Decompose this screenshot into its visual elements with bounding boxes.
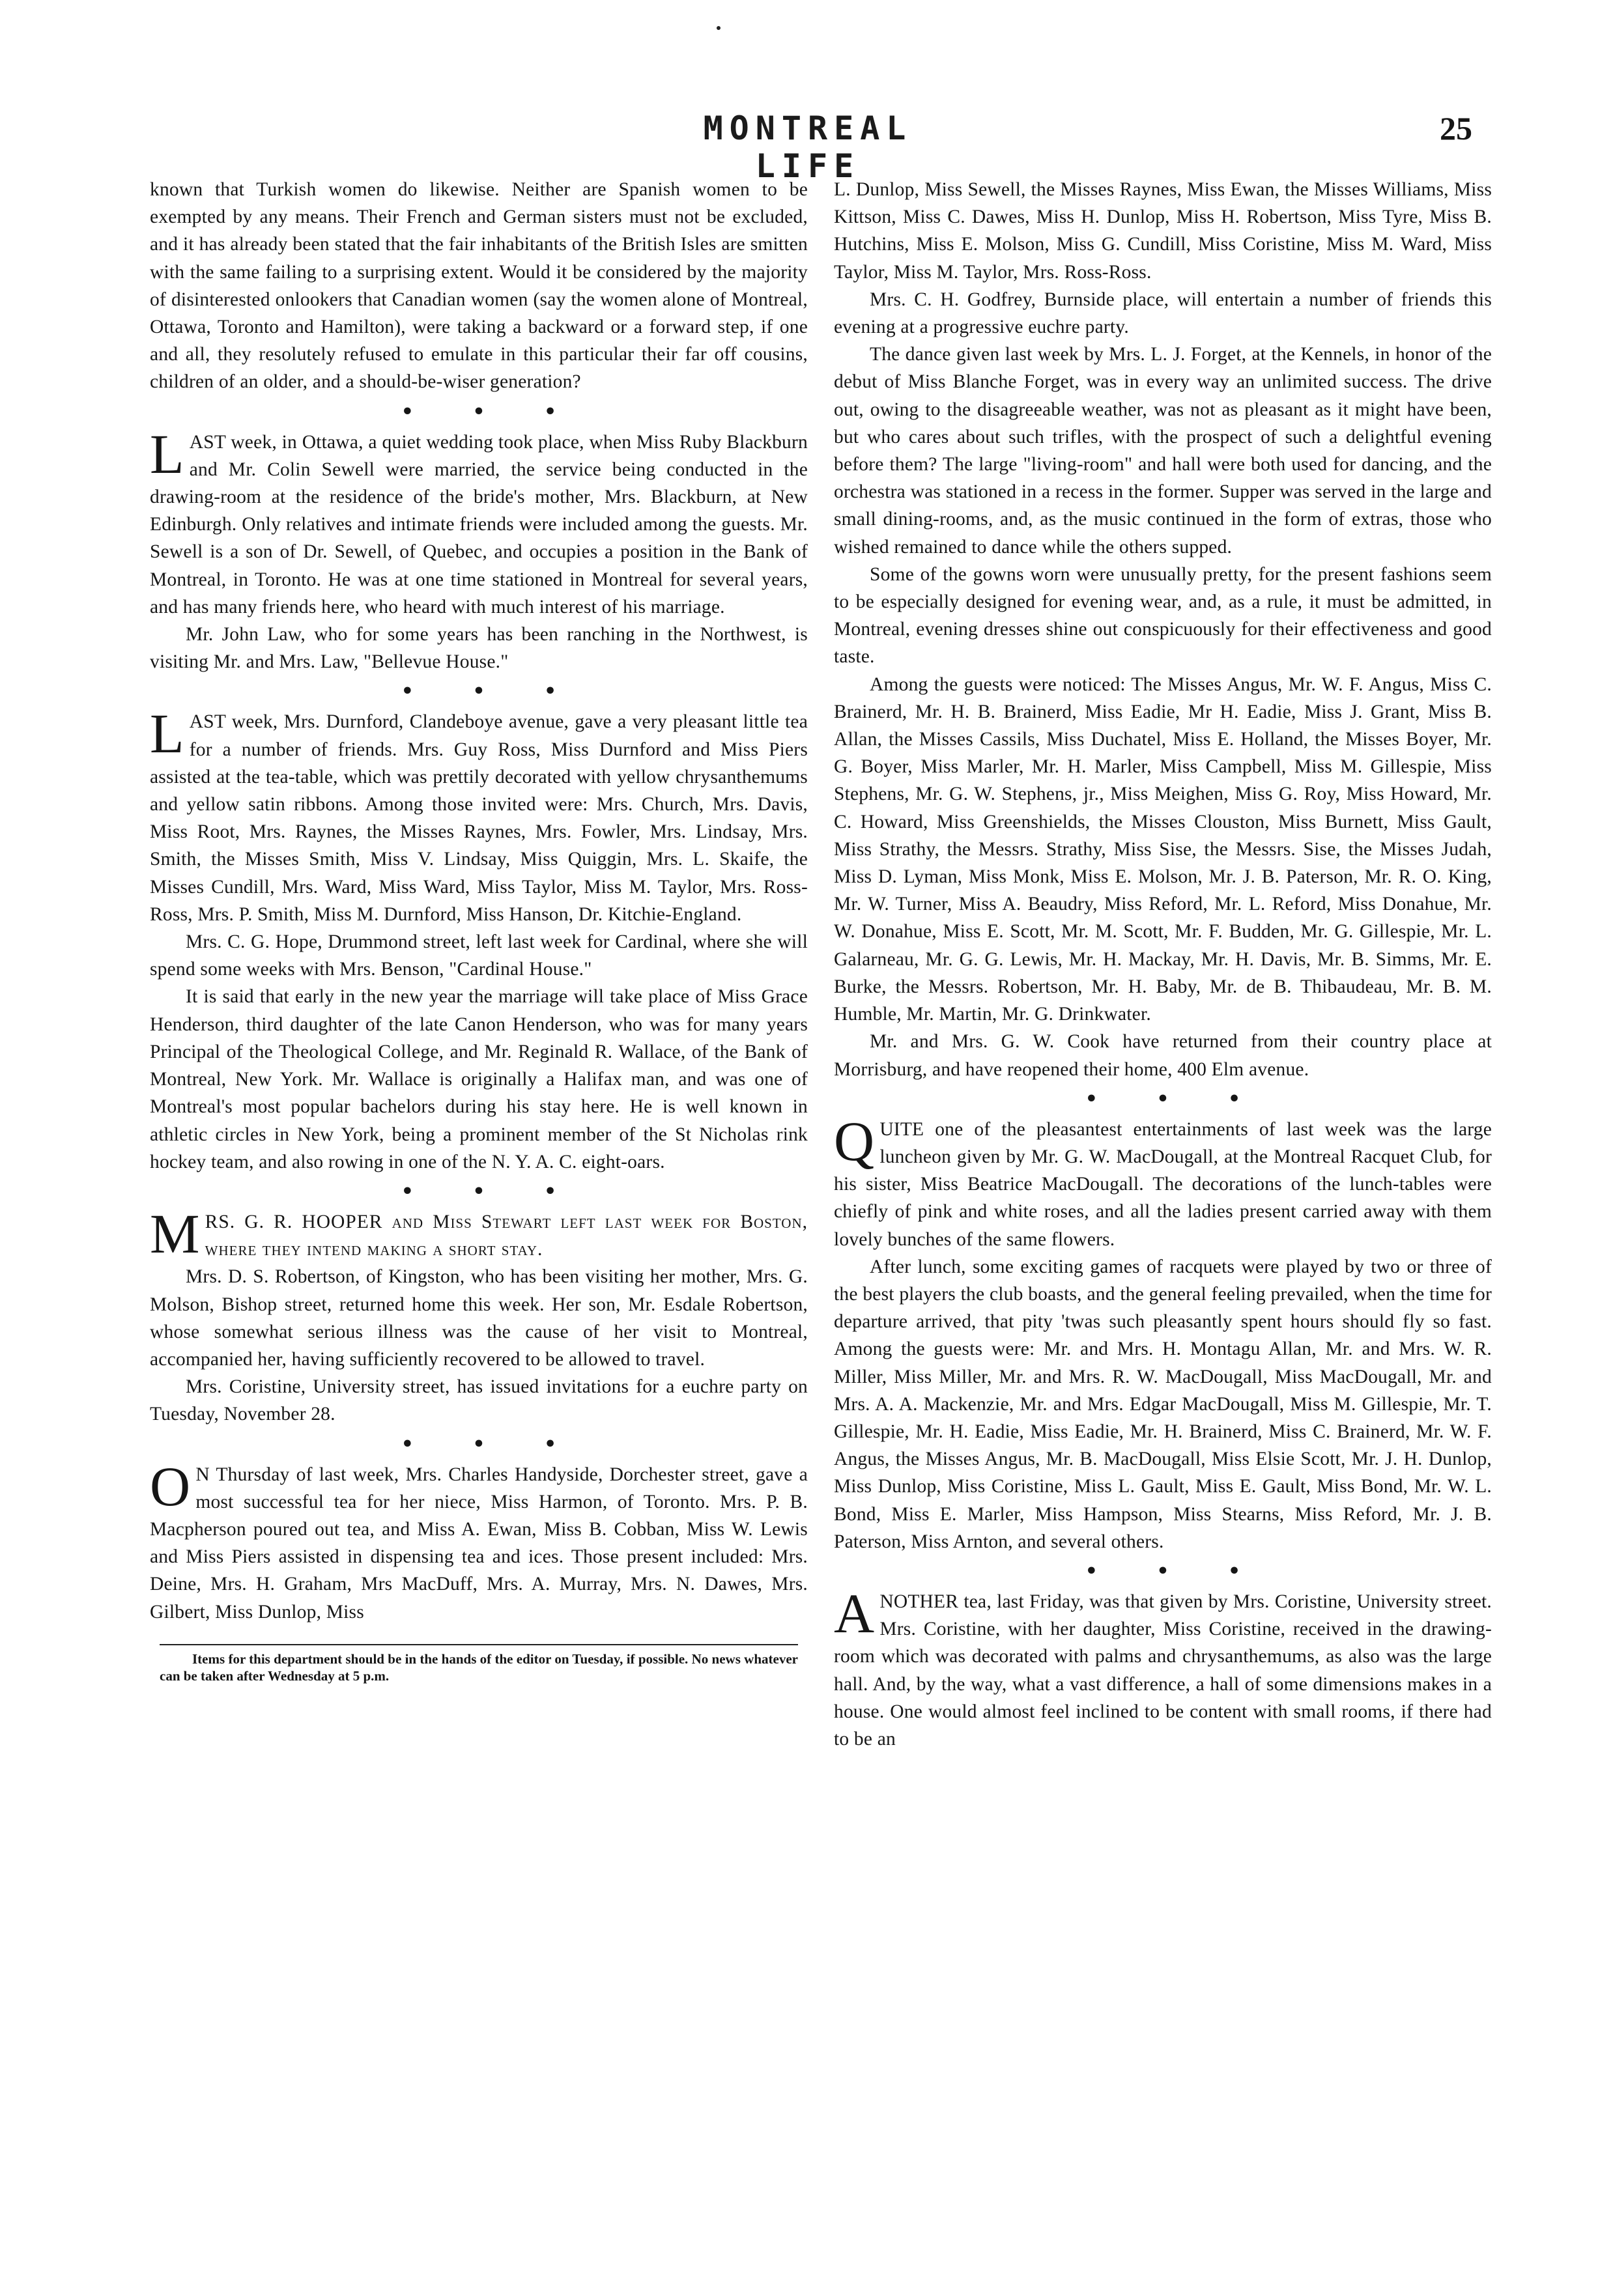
section-separator: • • • — [1085, 1559, 1267, 1583]
section-durnford-tea — [150, 702, 808, 1175]
paragraph-text: UITE one of the pleasantest entertainments of last week was the large luncheon given by Mr. G. W. MacDougall, at the Montreal Racquet Club, for his sister, Miss Beatrice MacDougall. The decorations of the lunch-tables were chiefly of pink and white roses, and all the ladies present carried away with them lovely bunches of the same flowers. — [834, 1118, 1492, 1250]
drop-cap: L — [150, 702, 184, 765]
paragraph — [150, 422, 808, 621]
right-column — [834, 176, 1492, 2143]
paragraph: Mrs. D. S. Robertson, of Kingston, who has been visiting her mother, Mrs. G. Molson, Bishop street, returned home this week. Her son, Mr. Esdale Robertson, whose somewhat serious illness was the cause of her visit to Montreal, accompanied her, having sufficiently recovered to be allowed to travel. — [150, 1266, 808, 1370]
paragraph-text: N Thursday of last week, Mrs. Charles Handyside, Dorchester street, gave a most successful tea for her niece, Miss Harmon, of Toronto. Mrs. P. B. Macpherson poured out tea, and Miss A. Ewan, Miss B. Cobban, Miss W. Lewis and Miss Piers assisted in dispensing tea and ices. Those present included: Mrs. Deine, Mrs. H. Graham, Mrs MacDuff, Mrs. A. Murray, Mrs. N. Dawes, Mrs. Gilbert, Miss Dunlop, Miss — [150, 1464, 808, 1623]
paragraph: Mr. and Mrs. G. W. Cook have returned from their country place at Morrisburg, and have reopened their home, 400 Elm avenue. — [834, 1031, 1492, 1080]
paragraph-text: RS. G. R. HOOPER and Miss Stewart left last week for Boston, where they intend making a short stay. — [205, 1211, 808, 1260]
drop-cap: M — [150, 1202, 200, 1265]
paragraph: known that Turkish women do likewise. Neither are Spanish women to be exempted by any means. Their French and German sisters must not be excluded, and it has already been stated that the fair inhabitants of the British Isles are smitten with the same failing to a surprising extent. Would it be considered by the majority of disinterested onlookers that Canadian women (say the women alone of Montreal, Ottawa, Toronto and Hamilton), were taking a backward or a forward step, if one and all, they resolutely refused to emulate in this particular their far off cousins, children of an older, and a should-be-wiser generation? — [150, 179, 808, 393]
drop-cap: L — [150, 422, 184, 485]
paragraph: Mr. John Law, who for some years has been ranching in the Northwest, is visiting Mr. and Mrs. Law, "Bellevue House." — [150, 624, 808, 673]
drop-cap: A — [834, 1581, 875, 1645]
section-separator: • • • — [401, 400, 583, 423]
paragraph: Mrs. C. H. Godfrey, Burnside place, will entertain a number of friends this evening at a progressive euchre party. — [834, 289, 1492, 338]
print-mark — [717, 26, 721, 30]
paragraph: The dance given last week by Mrs. L. J. Forget, at the Kennels, in honor of the debut of Miss Blanche Forget, was in every way an unlimited success. The drive out, owing to the disagreeable weather, was not as pleasant as it might have been, but who cares about such trifles, with the prospect of such a delightful evening before them? The large "living-room" and hall were both used for dancing, and the orchestra was stationed in a recess in the former. Supper was served in the large and small dining-rooms, and, as the music continued in the form of extras, those who wished remained to dance while the others supped. — [834, 344, 1492, 558]
paragraph-text: AST week, in Ottawa, a quiet wedding took place, when Miss Ruby Blackburn and Mr. Colin Sewell were married, the service being conducted in the drawing-room at the residence of the bride's mother, Mrs. Blackburn, at New Edinburgh. Only relatives and intimate friends were included among the guests. Mr. Sewell is a son of Dr. Sewell, of Quebec, and occupies a position in the Bank of Montreal, in Toronto. He was at one time stationed in Montreal for several years, and has many friends here, who heard with much interest of his marriage. — [150, 431, 808, 617]
section-coristine-tea — [834, 1581, 1492, 1753]
paragraph: It is said that early in the new year the marriage will take place of Miss Grace Henderson, third daughter of the late Canon Henderson, who was for many years Principal of the Theological College, and Mr. Reginald R. Wallace, of the Bank of Montreal, New York. Mr. Wallace is originally a Halifax man, and was one of Montreal's most popular bachelors during his stay here. He is well known in athletic circles in New York, being a prominent member of the St Nicholas rink hockey team, and also rowing in one of the N. Y. A. C. eight-oars. — [150, 986, 808, 1172]
drop-cap: Q — [834, 1109, 875, 1172]
paragraph: Among the guests were noticed: The Misses Angus, Mr. W. F. Angus, Miss C. Brainerd, Mr. H. B. Brainerd, Miss Eadie, Mr H. Eadie, Miss J. Grant, Miss B. Allan, the Misses Cassils, Miss Duchatel, Miss E. Holland, the Misses Boyer, Mr. G. Boyer, Miss Marler, Mr. H. Marler, Miss Campbell, Miss M. Gillespie, Miss Stephens, Mr. G. W. Stephens, jr., Miss Meighen, Miss G. Roy, Miss Howard, Mr. C. Howard, Miss Greenshields, the Misses Clouston, Miss Burnett, Miss Gault, Miss Strathy, the Messrs. Strathy, Miss Sise, the Messrs. Sise, the Misses Judah, Miss D. Lyman, Miss Monk, Miss E. Molson, Mr. J. B. Paterson, Mr. R. O. King, Mr. W. Turner, Miss A. Beaudry, Miss Reford, Mr. L. Reford, Miss Donahue, Mr. W. Donahue, Miss E. Scott, Mr. M. Scott, Mr. F. Budden, Mr. G. Gillespie, Mr. L. Galarneau, Mr. G. G. Lewis, Mr. H. Mackay, Mr. H. Davis, Mr. B. Simms, Mr. E. Burke, the Messrs. Robertson, Mr. H. Baby, Mr. de B. Thibaudeau, Mr. B. M. Humble, Mr. Martin, Mr. G. Drinkwater. — [834, 673, 1492, 1025]
section-racquet-luncheon — [834, 1109, 1492, 1555]
footnote-rule — [160, 1644, 798, 1645]
section-hooper — [150, 1202, 808, 1428]
section-separator: • • • — [401, 1432, 583, 1456]
section-separator: • • • — [1085, 1087, 1267, 1111]
footnote: Items for this department should be in the hands of the editor on Tuesday, if possible. No news whatever can be taken after Wednesday at 5 p.m. — [160, 1651, 798, 1684]
section-ottawa-wedding — [150, 422, 808, 676]
paragraph: After lunch, some exciting games of racquets were played by two or three of the best players the club boasts, and the general feeling prevailed, when the time for departure arrived, that pity 'twas such pleasantly spent hours should fly so fast. Among the guests were: Mr. and Mrs. H. Montagu Allan, Mr. and Mrs. W. R. Miller, Miss Miller, Mr. and Mrs. R. W. MacDougall, Miss MacDougall, Mr. and Mrs. A. A. Mackenzie, Mr. and Mrs. Edgar MacDougall, Miss M. Gillespie, Mr. T. Gillespie, Mr. H. Eadie, Miss Eadie, Mr. H. Brainerd, Miss C. Brainerd, Mr. W. F. Angus, the Misses Angus, Mr. B. MacDougall, Miss Elsie Scott, Mr. J. H. Dunlop, Miss Dunlop, Miss Coristine, Miss L. Gault, Miss E. Gault, Miss Bond, Mr. W. L. Bond, Miss E. Marler, Miss Hampson, Miss Stearns, Miss Reford, Mr. J. B. Paterson, Miss Arnton, and several others. — [834, 1256, 1492, 1552]
paragraph — [150, 1454, 808, 1626]
paragraph — [834, 1109, 1492, 1253]
page-number: 25 — [1440, 110, 1472, 147]
drop-cap: O — [150, 1454, 191, 1518]
section-handyside-tea — [150, 1454, 808, 1626]
left-column — [150, 176, 808, 2176]
paragraph: Mrs. Coristine, University street, has issued invitations for a euchre party on Tuesday, November 28. — [150, 1376, 808, 1425]
paragraph — [150, 702, 808, 928]
section-separator: • • • — [401, 680, 583, 703]
paragraph: L. Dunlop, Miss Sewell, the Misses Raynes, Miss Ewan, the Misses Williams, Miss Kittson, Miss C. Dawes, Miss H. Dunlop, Miss H. Robertson, Miss Tyre, Miss B. Hutchins, Miss E. Molson, Miss G. Cundill, Miss Coristine, Miss M. Ward, Miss Taylor, Miss M. Taylor, Mrs. Ross-Ross. — [834, 179, 1492, 283]
paragraph — [834, 1581, 1492, 1753]
section-separator: • • • — [401, 1180, 583, 1203]
paragraph: Some of the gowns worn were unusually pretty, for the present fashions seem to be especially designed for evening wear, and, as a rule, it must be admitted, in Montreal, evening dresses shine out conspicuously for their effectiveness and good taste. — [834, 563, 1492, 668]
paragraph-text: AST week, Mrs. Durnford, Clandeboye avenue, gave a very pleasant little tea for a number of friends. Mrs. Guy Ross, Miss Durnford and Miss Piers assisted at the tea-table, which was prettily decorated with yellow chrysanthemums and yellow satin ribbons. Among those invited were: Mrs. Church, Mrs. Davis, Miss Root, Mrs. Raynes, the Misses Raynes, Mrs. Fowler, Mrs. Lindsay, Mrs. Smith, the Misses Smith, Miss V. Lindsay, Miss Quiggin, Mrs. L. Skaife, the Misses Cundill, Mrs. Ward, Miss Ward, Miss Taylor, Miss M. Taylor, Mrs. Ross-Ross, Mrs. P. Smith, Miss M. Durnford, Miss Hanson, Dr. Kitchie-England. — [150, 711, 808, 925]
paragraph — [150, 1202, 808, 1265]
paragraph-text: NOTHER tea, last Friday, was that given by Mrs. Coristine, University street. Mrs. Coristine, with her daughter, Miss Coristine, received in the drawing-room which was decorated with palms and chrysanthemums, as also was the large hall. And, by the way, what a vast difference, a hall of some dimensions makes in a house. One would almost feel inclined to be content with small rooms, if there had to be an — [834, 1591, 1492, 1750]
paragraph: Mrs. C. G. Hope, Drummond street, left last week for Cardinal, where she will spend some weeks with Mrs. Benson, "Cardinal House." — [150, 931, 808, 980]
running-title: MONTREAL LIFE — [703, 109, 913, 185]
